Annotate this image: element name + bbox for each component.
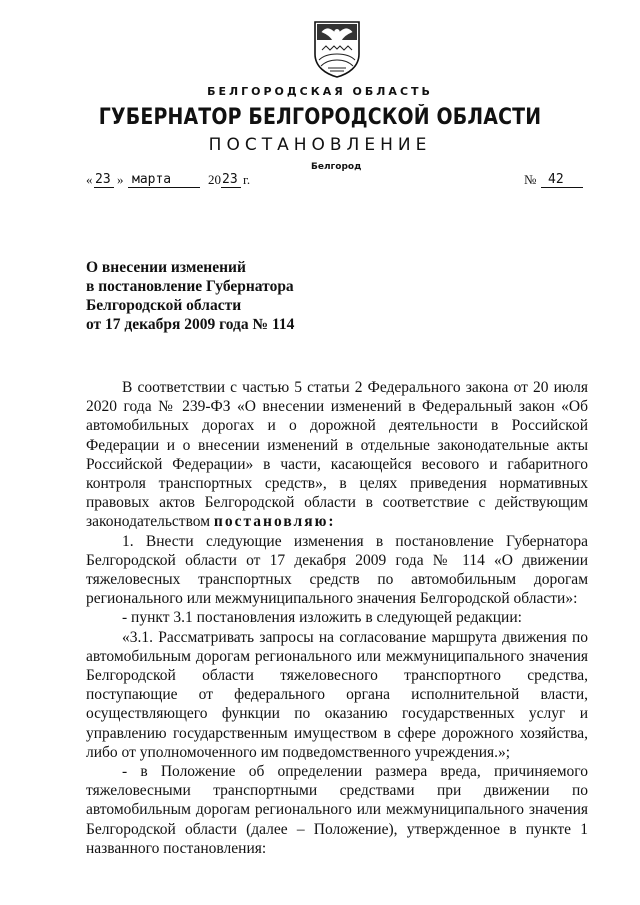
governor-title: ГУБЕРНАТОР БЕЛГОРОДСКОЙ ОБЛАСТИ: [98, 105, 542, 130]
date-year-suffix: 23: [222, 172, 238, 187]
date-year-prefix: 20: [208, 172, 221, 187]
date-month: марта: [132, 172, 172, 187]
decree-keyword: постановляю:: [213, 513, 336, 531]
coat-of-arms-emblem: [312, 20, 362, 78]
item-3-1-text-paragraph: «3.1. Рассматривать запросы на согласование маршрута движения по автомобильным дорогам регионального или межмуниципального значения Белгородской области тяжеловесного транспортного средства, поступающие от федерального органа исполнительной власти, осуществляющего функции по оказанию государственных услуг и управлению государственным имуществом в сфере дорожного хозяйства, либо от уполномоченного им подведомственного учреждения.»;: [86, 628, 588, 761]
subject-line: от 17 декабря 2009 года № 114: [86, 316, 295, 333]
date-year-unit: г.: [243, 172, 251, 187]
number-label: №: [524, 172, 537, 187]
region-name: БЕЛГОРОДСКАЯ ОБЛАСТЬ: [207, 85, 433, 98]
subject-line: в постановление Губернатора: [86, 278, 294, 295]
document-subject: [86, 258, 294, 334]
subject-line: О внесении изменений: [86, 259, 246, 276]
year-underline: [221, 187, 241, 188]
document-type: ПОСТАНОВЛЕНИЕ: [208, 135, 432, 155]
preamble-text: В соответствии с частью 5 статьи 2 Федерального закона от 20 июля 2020 года № 239-ФЗ «О внесении изменений в Федеральный закон «Об автомобильных дорогах и о дорожной деятельности в Российской Федерации и о внесении изменений в отдельные законодательные акты Российской Федерации» в части, касающейся весового и габаритного контроля транспортных средств», в целях приведения нормативных правовых актов Белгородской области в соответствие с действующим законодательством: [86, 379, 588, 531]
item-1-paragraph: 1. Внести следующие изменения в постановление Губернатора Белгородской области от 17 декабря 2009 года № 114 «О движении тяжеловесных транспортных средств по автомобильным дорогам регионального или межмуниципального значения Белгородской области»:: [86, 532, 588, 608]
regulation-change-paragraph: - в Положение об определении размера вреда, причиняемого тяжеловесными транспортными средствами при движении по автомобильным дорогам регионального или межмуниципального значения Белгородской области (далее – Положение), утвержденное в пункте 1 названного постановления:: [86, 763, 588, 857]
date-day: 23: [95, 172, 111, 187]
decree-number: 42: [548, 172, 564, 187]
preamble-paragraph: [86, 378, 588, 532]
city-name: Белгород: [311, 162, 362, 172]
day-underline: [94, 187, 114, 188]
date-number-line: [86, 172, 586, 190]
subject-line: Белгородской области: [86, 297, 242, 314]
document-body: [86, 378, 588, 858]
number-underline: [541, 187, 583, 188]
date-open-quote: «: [86, 172, 93, 187]
month-underline: [128, 187, 200, 188]
date-close-quote: »: [117, 172, 124, 187]
item-3-1-intro-paragraph: - пункт 3.1 постановления изложить в следующей редакции:: [122, 609, 522, 627]
